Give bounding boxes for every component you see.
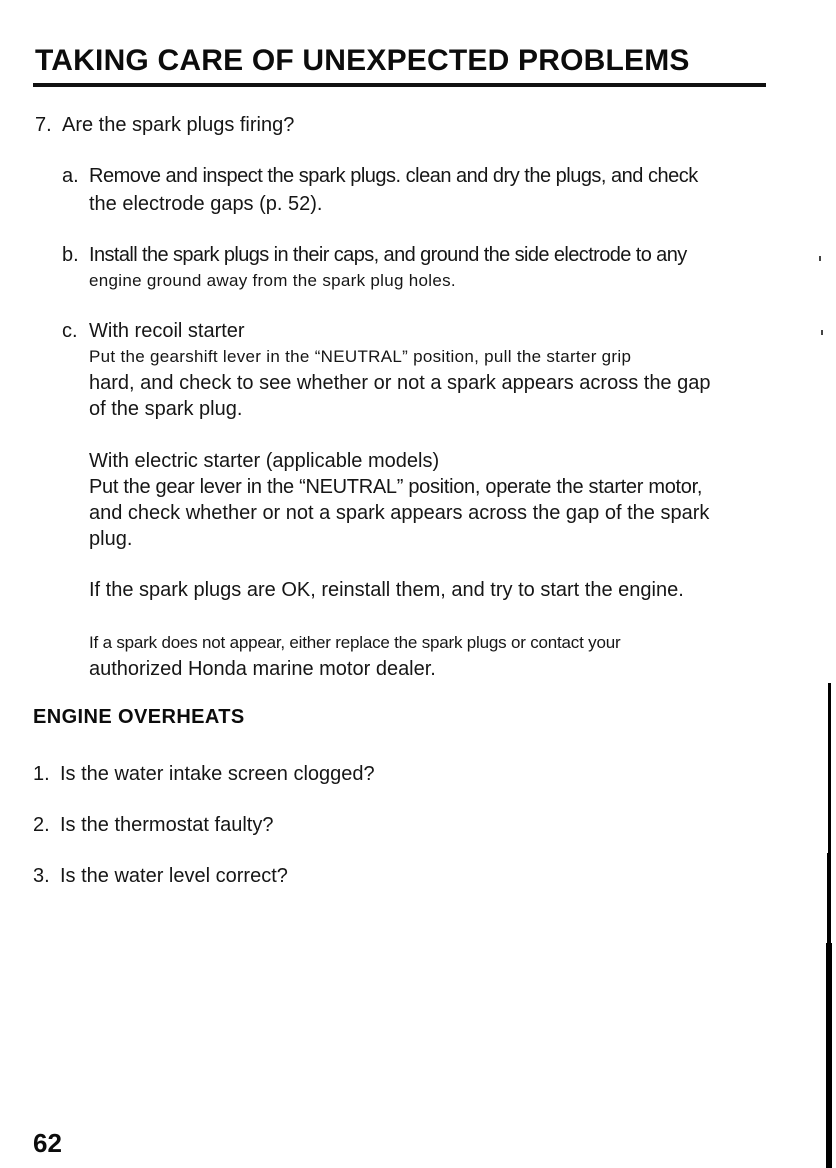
- step-c-letter: c.: [62, 320, 78, 342]
- step-c-line1: Put the gearshift lever in the “NEUTRAL” position, pull the starter grip: [89, 347, 632, 366]
- scan-speck: [819, 256, 821, 261]
- overheat-item-1-number: 1.: [33, 763, 50, 785]
- overheat-item-2-number: 2.: [33, 814, 50, 836]
- step-b-line1: Install the spark plugs in their caps, and ground the side electrode to any: [89, 244, 687, 266]
- step-a-line1: Remove and inspect the spark plugs. clean and dry the plugs, and check: [89, 165, 698, 187]
- step-c-line3: of the spark plug.: [89, 398, 243, 420]
- electric-heading: With electric starter (applicable models): [89, 450, 440, 472]
- electric-line2: and check whether or not a spark appears across the gap of the spark: [89, 502, 710, 524]
- scan-edge-shadow: [828, 683, 831, 853]
- overheat-item-3-text: Is the water level correct?: [60, 865, 288, 887]
- q7-number: 7.: [35, 114, 52, 136]
- ok-line: If the spark plugs are OK, reinstall them, and try to start the engine.: [89, 579, 684, 601]
- fail-line1: If a spark does not appear, either replace the spark plugs or contact your: [89, 633, 621, 652]
- step-b-line2: engine ground away from the spark plug holes.: [89, 271, 456, 290]
- q7-text: Are the spark plugs firing?: [62, 114, 295, 136]
- section-heading-engine-overheats: ENGINE OVERHEATS: [33, 706, 245, 728]
- step-c-heading: With recoil starter: [89, 320, 245, 342]
- overheat-item-1-text: Is the water intake screen clogged?: [60, 763, 375, 785]
- scan-edge-shadow: [826, 943, 832, 1168]
- step-a-line2: the electrode gaps (p. 52).: [89, 193, 323, 215]
- page-title: TAKING CARE OF UNEXPECTED PROBLEMS: [35, 44, 690, 77]
- scan-edge-shadow: [827, 853, 831, 943]
- step-a-letter: a.: [62, 165, 79, 187]
- title-underline: [33, 83, 766, 87]
- electric-line1: Put the gear lever in the “NEUTRAL” position, operate the starter motor,: [89, 476, 703, 498]
- electric-line3: plug.: [89, 528, 133, 550]
- step-b-letter: b.: [62, 244, 79, 266]
- overheat-item-3-number: 3.: [33, 865, 50, 887]
- scan-speck: [821, 330, 823, 335]
- step-c-line2: hard, and check to see whether or not a spark appears across the gap: [89, 372, 711, 394]
- overheat-item-2-text: Is the thermostat faulty?: [60, 814, 274, 836]
- page-number: 62: [33, 1128, 62, 1158]
- fail-line2: authorized Honda marine motor dealer.: [89, 658, 436, 680]
